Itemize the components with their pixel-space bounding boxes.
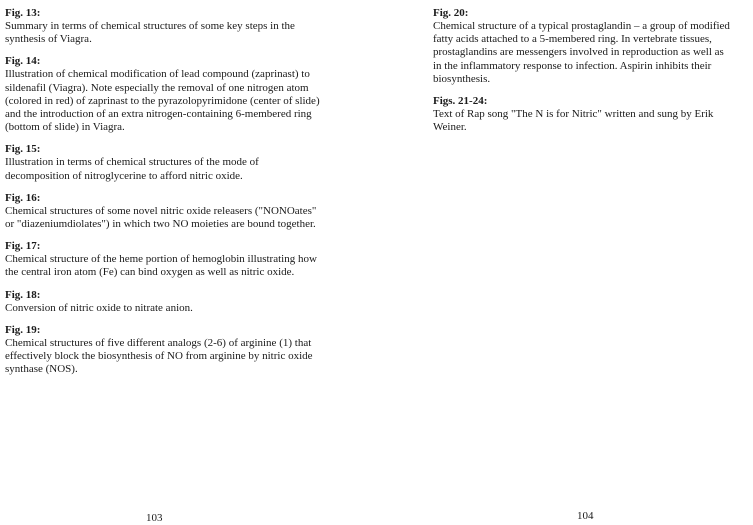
figure-description: Summary in terms of chemical structures of some key steps in the synthesis of Viagra. (5, 20, 295, 46)
figure-label: Fig. 19: (5, 323, 41, 336)
figure-label: Fig. 15: (5, 143, 41, 156)
figure-caption-14 (5, 55, 323, 134)
figure-description: Chemical structure of a typical prostaglandin – a group of modified fatty acids attached to a 5-membered ring. In vertebrate tissues, prostaglandins are messengers involved in reproduction as well as in the inflammatory response to infection. Aspirin inhibits their biosynthesis. (433, 20, 730, 85)
figure-caption-15 (5, 143, 323, 182)
figure-label: Fig. 13: (5, 7, 41, 19)
figure-description: Chemical structure of the heme portion of hemoglobin illustrating how the central iron atom (Fe) can bind oxygen as well as nitric oxide. (5, 253, 317, 279)
figure-description: Illustration in terms of chemical structures of the mode of decomposition of nitroglycerine to afford nitric oxide. (5, 156, 259, 182)
figure-caption-21-24 (433, 95, 733, 134)
figure-label: Fig. 18: (5, 288, 41, 301)
figure-label: Figs. 21-24: (433, 95, 488, 108)
figure-label: Fig. 17: (5, 240, 41, 253)
figure-description: Illustration of chemical modification of lead compound (zaprinast) to sildenafil (Viagra). Note especially the removal of one nitrogen atom (colored in red) of zaprinast to the pyrazolopyrimidone (center of slide) and the introduction of an extra nitrogen-containing 6-membered ring (bottom of slide) in Viagra. (5, 68, 320, 134)
left-page-column (5, 7, 323, 385)
figure-caption-18 (5, 289, 323, 315)
figure-label: Fig. 14: (5, 55, 41, 68)
right-page (376, 0, 753, 525)
figure-caption-13 (5, 7, 323, 46)
figure-caption-17 (5, 240, 323, 279)
figure-description: Chemical structures of some novel nitric oxide releasers ("NONOates" or "diazeniumdiolates") in which two NO moieties are bound together. (5, 204, 317, 231)
figure-caption-16 (5, 192, 323, 231)
figure-label: Fig. 20: (433, 7, 469, 19)
figure-label: Fig. 16: (5, 191, 41, 204)
right-page-column (433, 7, 733, 143)
figure-description: Chemical structures of five different analogs (2-6) of arginine (1) that effectively block the biosynthesis of NO from arginine by nitric oxide synthase (NOS). (5, 336, 313, 376)
page-number: 104 (577, 510, 594, 522)
figure-caption-19 (5, 324, 323, 377)
figure-caption-20 (433, 7, 733, 86)
left-page (0, 0, 376, 525)
figure-description: Text of Rap song "The N is for Nitric" written and sung by Erik Weiner. (433, 108, 714, 134)
page-number: 103 (146, 512, 163, 524)
figure-description: Conversion of nitric oxide to nitrate anion. (5, 301, 193, 314)
